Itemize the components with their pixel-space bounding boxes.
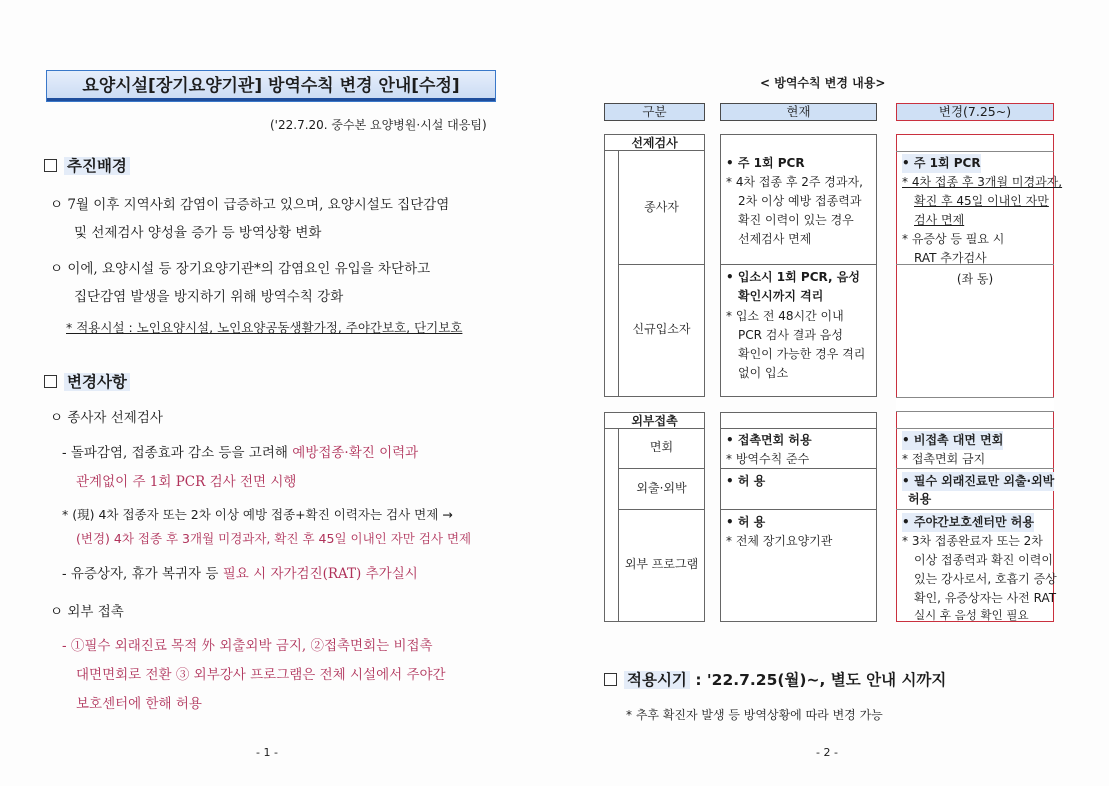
- section-changes-title: 변경사항: [64, 373, 130, 391]
- admit-current-1: • 입소시 1회 PCR, 음성: [726, 270, 860, 284]
- apply-date-text: : '22.7.25(월)~, 별도 안내 시까지: [695, 671, 947, 689]
- change-gap: [896, 397, 1054, 412]
- program-change-2: * 3차 접종완료자 또는 2차: [902, 534, 1043, 548]
- row-labels-1: [618, 151, 705, 397]
- change1-c: [62, 562, 418, 582]
- checkbox-square-icon: [604, 673, 617, 686]
- outing-change-1: • 필수 외래진료만 외출·외박: [902, 472, 1054, 491]
- program-change-1: • 주야간보호센터만 허용: [902, 513, 1034, 532]
- row-divider: [618, 264, 705, 265]
- change1-a-line1: [62, 441, 418, 461]
- col-header-category: 구분: [604, 103, 705, 121]
- row-program: 외부 프로그램: [624, 557, 699, 571]
- visit-change-1: • 비접촉 대면 면회: [902, 431, 1003, 450]
- admit-current-2: 확인시까지 격리: [738, 289, 824, 303]
- program-current-2: * 전체 장기요양기관: [726, 534, 833, 548]
- apply-note: * 추후 확진자 발생 등 방역상황에 따라 변경 가능: [626, 708, 883, 722]
- program-change-4: 있는 강사로서, 호흡기 증상: [914, 572, 1057, 586]
- group-external: 외부접촉: [604, 412, 705, 429]
- section-changes: [44, 370, 130, 392]
- staff-current-5: 선제검사 면제: [738, 232, 812, 246]
- row-staff: 종사자: [644, 200, 679, 214]
- col-header-change: 변경(7.25~): [896, 103, 1054, 121]
- admit-current-3: * 입소 전 48시간 이내: [726, 309, 844, 323]
- program-change-5: 확인, 유증상자는 사전 RAT: [914, 591, 1057, 605]
- page1-title: 요양시설[장기요양기관] 방역수칙 변경 안내[수정]: [46, 70, 496, 102]
- visit-current-2: * 방역수칙 준수: [726, 452, 810, 466]
- change1-a-red: 예방접종·확진 이력과: [292, 445, 419, 461]
- change1-b-line2: (변경) 4차 접종 후 3개월 미경과자, 확진 후 45일 이내인 자만 검사 면제: [76, 531, 472, 546]
- group-screening: 선제검사: [604, 134, 705, 151]
- change2-line3: 보호센터에 한해 허용: [76, 696, 202, 712]
- row-admission: 신규입소자: [632, 322, 691, 336]
- row-labels-2: [618, 429, 705, 622]
- staff-change-2: * 4차 접종 후 3개월 미경과자,: [902, 175, 1063, 189]
- admit-change: (좌 동): [956, 272, 994, 286]
- change1-a-black: - 돌파감염, 접종효과 감소 등을 고려해: [62, 445, 288, 461]
- staff-change-4: 검사 면제: [914, 213, 965, 227]
- program-change-6: 실시 후 음성 확인 필요: [914, 608, 1029, 622]
- row-divider: [720, 428, 877, 429]
- staff-current-2: * 4차 접종 후 2주 경과자,: [726, 175, 863, 189]
- staff-change-1: • 주 1회 PCR: [902, 154, 981, 173]
- change1-c-black: - 유증상자, 휴가 복귀자 등: [62, 566, 219, 582]
- page1-number: - 1 -: [256, 746, 278, 759]
- row-divider: [618, 509, 705, 510]
- section-background: [44, 154, 130, 176]
- bg-line-3: ㅇ 이에, 요양시설 등 장기요양기관*의 감염요인 유입을 차단하고: [50, 261, 431, 277]
- row-outing: 외출·외박: [636, 481, 687, 495]
- row-divider: [618, 468, 705, 469]
- change1-b-line1: * (現) 4차 접종자 또는 2차 이상 예방 접종+확진 이력자는 검사 면제 →: [62, 507, 453, 522]
- staff-current-3: 2차 이상 예방 접종력과: [738, 194, 862, 208]
- visit-current-1: • 접촉면회 허용: [726, 433, 812, 447]
- section-background-title: 추진배경: [64, 157, 130, 175]
- change1-a-line2: 관계없이 주 1회 PCR 검사 전면 시행: [76, 474, 297, 490]
- row-divider: [896, 151, 1054, 152]
- checkbox-square-icon: [44, 159, 57, 172]
- admit-current-4: PCR 검사 결과 음성: [738, 328, 843, 342]
- row-divider: [896, 428, 1054, 429]
- bg-line-1: ㅇ 7월 이후 지역사회 감염이 급증하고 있으며, 요양시설도 집단감염: [50, 197, 450, 213]
- change2-head: ㅇ 외부 접촉: [50, 604, 124, 620]
- bg-line-4: 집단감염 발생을 방지하기 위해 방역수칙 강화: [74, 289, 344, 305]
- row-divider: [720, 264, 877, 265]
- visit-change-2: * 접촉면회 금지: [902, 452, 986, 466]
- checkbox-square-icon: [44, 375, 57, 388]
- row-divider: [720, 509, 877, 510]
- row-divider: [896, 509, 1054, 510]
- staff-change-5: * 유증상 등 필요 시: [902, 232, 1005, 246]
- apply-date: [604, 668, 946, 690]
- change1-c-red: 필요 시 자가검진(RAT) 추가실시: [222, 566, 418, 582]
- page2-number: - 2 -: [816, 746, 838, 759]
- staff-change-6: RAT 추가검사: [914, 251, 987, 265]
- outing-current: • 허 용: [726, 474, 766, 488]
- bg-line-2: 및 선제검사 양성율 증가 등 방역상황 변화: [74, 225, 322, 241]
- staff-current-4: 확진 이력이 있는 경우: [738, 213, 854, 227]
- admit-current-6: 없이 입소: [738, 366, 789, 380]
- admit-current-5: 확인이 가능한 경우 격리: [738, 347, 866, 361]
- row-visit: 면회: [649, 440, 674, 454]
- page2-title: < 방역수칙 변경 내용>: [760, 76, 886, 90]
- change2-line2: 대면면회로 전환 ③ 외부강사 프로그램은 전체 시설에서 주야간: [76, 667, 446, 683]
- apply-date-label: 적용시기: [624, 671, 690, 689]
- staff-change-3: 확진 후 45일 이내인 자만: [914, 194, 1049, 208]
- program-change-3: 이상 접종력과 확진 이력이: [914, 553, 1053, 567]
- outing-change-2: 허용: [908, 492, 932, 506]
- change2-line1: - ①필수 외래진료 목적 外 외출외박 금지, ②접촉면회는 비접촉: [62, 638, 433, 654]
- col-header-current: 현재: [720, 103, 877, 121]
- program-current-1: • 허 용: [726, 515, 766, 529]
- change1-head: ㅇ 종사자 선제검사: [50, 410, 163, 426]
- staff-current-1: • 주 1회 PCR: [726, 156, 805, 170]
- scope-note: * 적용시설 : 노인요양시설, 노인요양공동생활가정, 주야간보호, 단기보호: [66, 320, 463, 335]
- issuer: ('22.7.20. 중수본 요양병원·시설 대응팀): [270, 118, 487, 132]
